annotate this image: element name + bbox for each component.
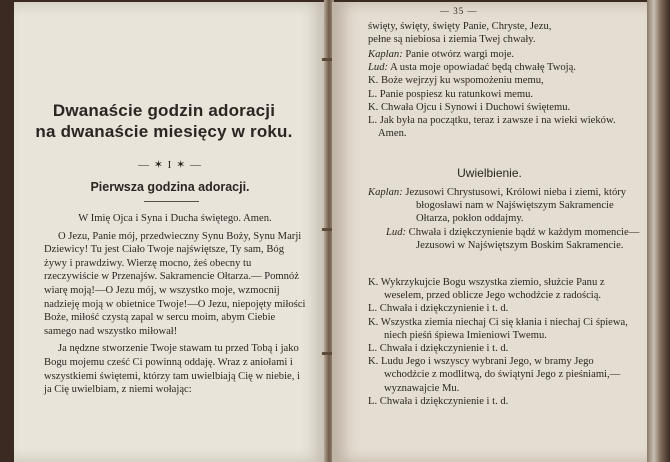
response-line bbox=[368, 302, 640, 315]
versicle-text: Jak była na początku, teraz i zawsze i na wieki wieków. Amen. bbox=[378, 115, 616, 140]
response-line bbox=[368, 316, 640, 342]
lud-text: Chwała i dziękczynienie bądź w każdym momencie—Jezusowi w Najświętszym Boskim Sakramencie. bbox=[408, 226, 640, 251]
ornament: — ✶ I ✶ — bbox=[137, 159, 203, 171]
versicle bbox=[368, 101, 640, 114]
lud-response bbox=[368, 226, 640, 252]
response-line bbox=[368, 276, 640, 302]
versicle-label: K. bbox=[368, 101, 379, 113]
sanctus-line: pełne są niebiosa i ziemia Twej chwały. bbox=[368, 34, 536, 46]
page-edges bbox=[647, 0, 670, 462]
response-label: K. bbox=[368, 316, 379, 328]
response-text: Chwała i dziękczynienie i t. d. bbox=[379, 343, 509, 355]
prayer-paragraph-1: O Jezu, Panie mój, przedwieczny Synu Boży, Synu Marji Dziewicy! Tu jest Ciało Twoje najświętsze, Ty sam, Bóg żywy i prawdziwy. Wierzę mocno, żeś obecny tu rzeczywiście w Przenajśw. Sakramencie Ołtarza.— Pomnóż wiarę moją!—O Jezu mój, w wszystko moje, wzmocnij nadzieję moją w obietnice Twoje!—O Jezu, niepojęty miłości Boże, miłość czystą zapal w sercu moim, abym Ciebie samego nad wszystko miłował! bbox=[44, 230, 306, 337]
lud-label: Lud: bbox=[386, 226, 407, 238]
title-line-2: na dwanaście miesięcy w roku. bbox=[35, 122, 293, 141]
response-label: L. bbox=[368, 395, 378, 407]
versicle bbox=[368, 48, 640, 61]
prayer-paragraph-2: Ja nędzne stworzenie Twoje stawam tu przed Tobą i jako Bogu mojemu cześć Ci powinną oddaję. Wraz z aniołami i wszystkiemi świętemi, którzy tam uwielbiają Cię w niebie, i ja Cię uwielbiam, z niemi wołając: bbox=[44, 343, 300, 396]
versicle bbox=[368, 88, 640, 101]
title-line-1: Dwanaście godzin adoracji bbox=[52, 101, 276, 120]
kaplan-call bbox=[368, 186, 640, 226]
response-line bbox=[368, 355, 640, 395]
versicle-text: Panie otwórz wargi moje. bbox=[405, 49, 515, 60]
response-text: Chwała i dziękczynienie i t. d. bbox=[379, 395, 509, 407]
response-text: Ludu Jego i wszyscy wybrani Jego, w bramy Jego wchodźcie z modlitwą, do świątyni Jego z pieśniami,—wyznawajcie Mu. bbox=[380, 356, 621, 394]
response-label: K. bbox=[368, 356, 379, 368]
chapter-title bbox=[28, 100, 300, 142]
response-text: Wszystka ziemia niechaj Ci się kłania i niechaj Ci śpiewa, niech pieśń śpiewa Imieniowi Twemu. bbox=[380, 316, 628, 341]
versicle-label: L. bbox=[368, 115, 378, 127]
response-line bbox=[368, 342, 640, 355]
section-heading: Uwielbienie. bbox=[457, 166, 522, 180]
versicles bbox=[368, 48, 640, 140]
left-page bbox=[14, 2, 326, 462]
versicle-label: L. bbox=[368, 88, 378, 100]
versicle bbox=[368, 74, 640, 87]
response-line bbox=[368, 395, 640, 408]
versicle-label: K. bbox=[368, 75, 379, 87]
versicle bbox=[368, 61, 640, 74]
response-label: L. bbox=[368, 303, 378, 315]
versicle-text: A usta moje opowiadać będą chwałę Twoją. bbox=[390, 62, 576, 74]
versicle bbox=[368, 114, 640, 140]
sanctus-line: święty, święty, święty Panie, Chryste, Jezu, bbox=[368, 21, 552, 32]
versicle-label: Kaplan: bbox=[368, 49, 403, 60]
versicle-text: Chwała Ojcu i Synowi i Duchowi świętemu. bbox=[380, 101, 571, 113]
psalm-responses bbox=[368, 276, 640, 408]
subtitle-rule bbox=[144, 201, 199, 202]
versicle-label: Lud: bbox=[368, 62, 389, 74]
right-top-block bbox=[368, 20, 638, 46]
intro-line: W Imię Ojca i Syna i Ducha świętego. Amen. bbox=[78, 213, 272, 224]
adoration-block bbox=[368, 186, 640, 252]
response-label: K. bbox=[368, 277, 379, 288]
kaplan-label: Kaplan: bbox=[368, 187, 403, 198]
versicle-text: Boże wejrzyj ku wspomożeniu memu, bbox=[380, 75, 544, 87]
page-number: — 35 — bbox=[440, 6, 478, 16]
response-text: Wykrzykujcie Bogu wszystka ziemio, służcie Panu z weselem, przed oblicze Jego wchodźcie z radością. bbox=[380, 277, 605, 302]
section-subtitle: Pierwsza godzina adoracji. bbox=[90, 180, 250, 194]
response-text: Chwała i dziękczynienie i t. d. bbox=[379, 303, 509, 315]
kaplan-text: Jezusowi Chrystusowi, Królowi nieba i ziemi, który błogosławi nam w Najświętszym Sakramencie Ołtarza, pokłon oddajmy. bbox=[405, 187, 627, 225]
response-label: L. bbox=[368, 343, 378, 355]
left-body bbox=[44, 212, 306, 401]
versicle-text: Panie pospiesz ku ratunkowi memu. bbox=[379, 88, 534, 100]
